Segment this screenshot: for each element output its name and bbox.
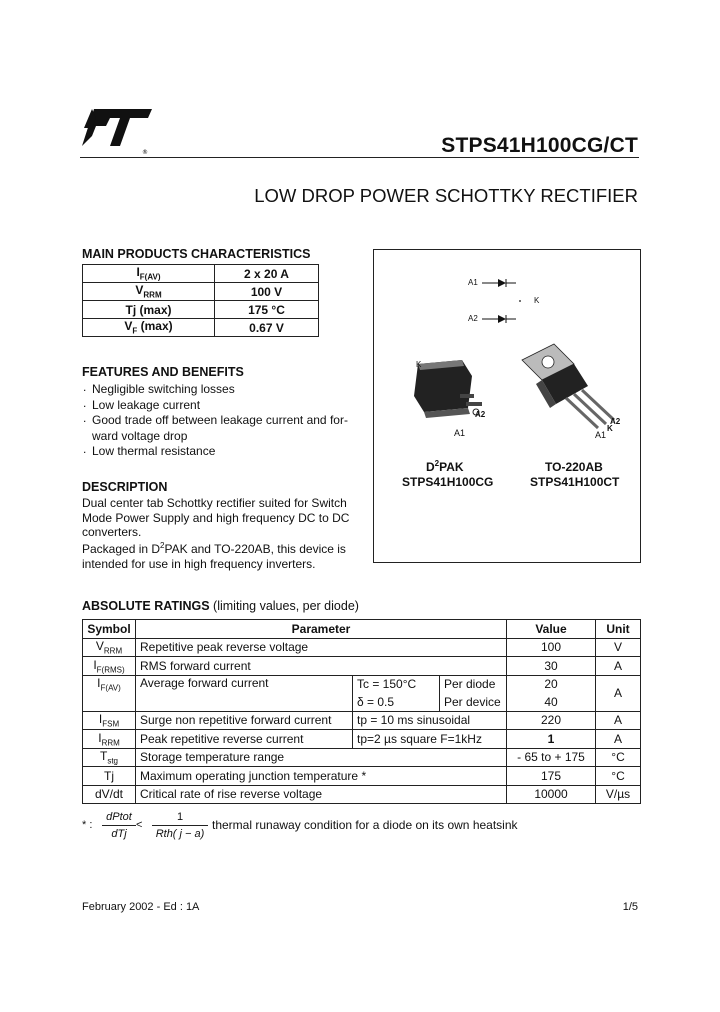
d2pak-name: $D^2PAK$	[426, 459, 464, 474]
table-row: $I_{RRM}$ Peak repetitive reverse current tp=2 µs square F=1kHz 1 A	[83, 730, 641, 749]
schematic-k-label: K	[534, 296, 540, 305]
to220-part: STPS41H100CT	[530, 475, 620, 489]
table-row: $I_{F(AV)}$ Average forward current Tc = 150°C Per diode 20 A	[83, 675, 641, 693]
list-item: . Good trade off between leakage current and for- ward voltage drop	[82, 413, 357, 444]
table-row: dV/dt Critical rate of rise reverse voltage 10000 V/µs	[83, 785, 641, 804]
thermal-runaway-footnote: * : dPtot dTj < 1 Rth( j − a) thermal runaway condition for a diode on its own heatsink	[82, 811, 518, 840]
st-logo	[82, 106, 154, 158]
footer-page: 1/5	[622, 901, 638, 913]
table-row: Tj Maximum operating junction temperature * 175 °C	[83, 767, 641, 786]
d2pak-a2-label: A2	[475, 410, 486, 419]
value-cell: 0.67 V	[215, 319, 319, 337]
table-row: $I_{F(RMS)}$ RMS forward current 30 A	[83, 657, 641, 676]
table-row: $V_F$ (max) 0.67 V	[83, 319, 319, 337]
to220-a2-label: A2	[610, 417, 621, 426]
table-row: $T_{stg}$ Storage temperature range - 65 to + 175 °C	[83, 748, 641, 767]
value-cell: 2 x 20 A	[215, 265, 319, 283]
schematic-a1-label: A1	[468, 278, 478, 287]
table-row: $V_{RRM}$ 100 V	[83, 283, 319, 301]
document-subtitle: LOW DROP POWER SCHOTTKY RECTIFIER	[254, 185, 638, 206]
description-para2: Packaged in $D^2PAK$ and TO-220AB, this device is intended for use in high frequency inverters.	[82, 541, 346, 571]
table-row	[83, 301, 319, 319]
d2pak-k-label: K	[416, 360, 422, 369]
table-header-row	[83, 620, 641, 639]
table-row: $I_{FSM}$ Surge non repetitive forward current tp = 10 ms sinusoidal 220 A	[83, 711, 641, 730]
header-parameter: Parameter	[136, 620, 507, 639]
d2pak-a1-label: A1	[454, 428, 466, 438]
schematic-a2-label: A2	[468, 314, 478, 323]
package-box	[373, 249, 641, 563]
footer-date: February 2002 - Ed : 1A	[82, 901, 200, 913]
header-unit: Unit	[596, 620, 641, 639]
main-characteristics-table	[82, 264, 319, 337]
features-list	[82, 382, 357, 460]
table-row: $I_{F(AV)}$ 2 x 20 A	[83, 265, 319, 283]
list-item: . Low thermal resistance	[82, 444, 357, 460]
param-cell: Tj (max)	[83, 301, 215, 319]
features-title: FEATURES AND BENEFITS	[82, 365, 244, 379]
description-para1: Dual center tab Schottky rectifier suited for Switch Mode Power Supply and high frequency DC to DC converters.	[82, 496, 350, 539]
value-cell: 175 °C	[215, 301, 319, 319]
part-number: STPS41H100CG/CT	[441, 134, 638, 157]
table-row: $V_{RRM}$ Repetitive peak reverse voltage 100 V	[83, 638, 641, 657]
main-characteristics-title: MAIN PRODUCTS CHARACTERISTICS	[82, 247, 311, 261]
absolute-ratings-title: ABSOLUTE RATINGS (limiting values, per diode)	[82, 599, 359, 613]
header-value: Value	[507, 620, 596, 639]
description-title: DESCRIPTION	[82, 480, 168, 494]
absolute-ratings-table	[82, 619, 641, 804]
to220-name: TO-220AB	[545, 460, 603, 474]
list-item: . Low leakage current	[82, 398, 357, 414]
svg-text:®: ®	[142, 149, 148, 156]
header-symbol: Symbol	[83, 620, 136, 639]
to220-a1-label: A1	[595, 430, 607, 440]
to220-k-label: K	[607, 424, 613, 433]
value-cell: 100 V	[215, 283, 319, 301]
table-row: δ = 0.5 Per device 40	[83, 693, 641, 711]
list-item: . Negligible switching losses	[82, 382, 357, 398]
d2pak-part: STPS41H100CG	[402, 475, 494, 489]
